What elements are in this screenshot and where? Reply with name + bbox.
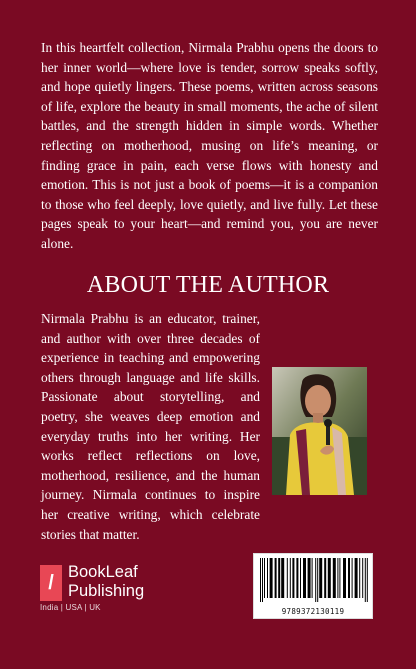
publisher-name-line1: BookLeaf — [68, 563, 138, 581]
author-photo — [272, 367, 367, 495]
about-author-heading: ABOUT THE AUTHOR — [86, 272, 330, 298]
publisher-name-line2: Publishing — [68, 582, 145, 600]
back-cover-blurb: In this heartfelt collection, Nirmala Prabhu opens the doors to her inner world—where love is tender, sorrow speaks softly, and hope quietly lingers. These poems, written across seasons of life, explore the beauty in small moments, the ache of silent battles, and the strength hidden in simple words. Whether reflecting on motherhood, musing on life’s meaning, or finding grace in pain, each verse flows with honesty and emotion. This is not just a book of poems—it is a companion to those who feel deeply, love quietly, and live fully. Let these pages speak to your heart—and remind you, you are never alone. — [41, 40, 378, 251]
publisher-regions: India | USA | UK — [40, 603, 101, 612]
isbn-barcode — [253, 553, 373, 619]
publisher-logo — [40, 561, 210, 631]
author-bio: Nirmala Prabhu is an educator, trainer, and author with over three decades of experience in teaching and empowering others through language and life skills. Passionate about storytelling, and poetry, she weaves deep emotion and everyday truths into her writing. Her works reflect reflections on love, motherhood, resilience, and the human journey. Nirmala continues to inspire her creative writing, which celebrate stories that matter. — [41, 311, 260, 542]
publisher-name — [68, 563, 144, 601]
bookleaf-logo-icon: / — [40, 565, 62, 601]
isbn-number: 9789372130119 — [281, 607, 345, 616]
barcode-icon — [258, 558, 368, 602]
